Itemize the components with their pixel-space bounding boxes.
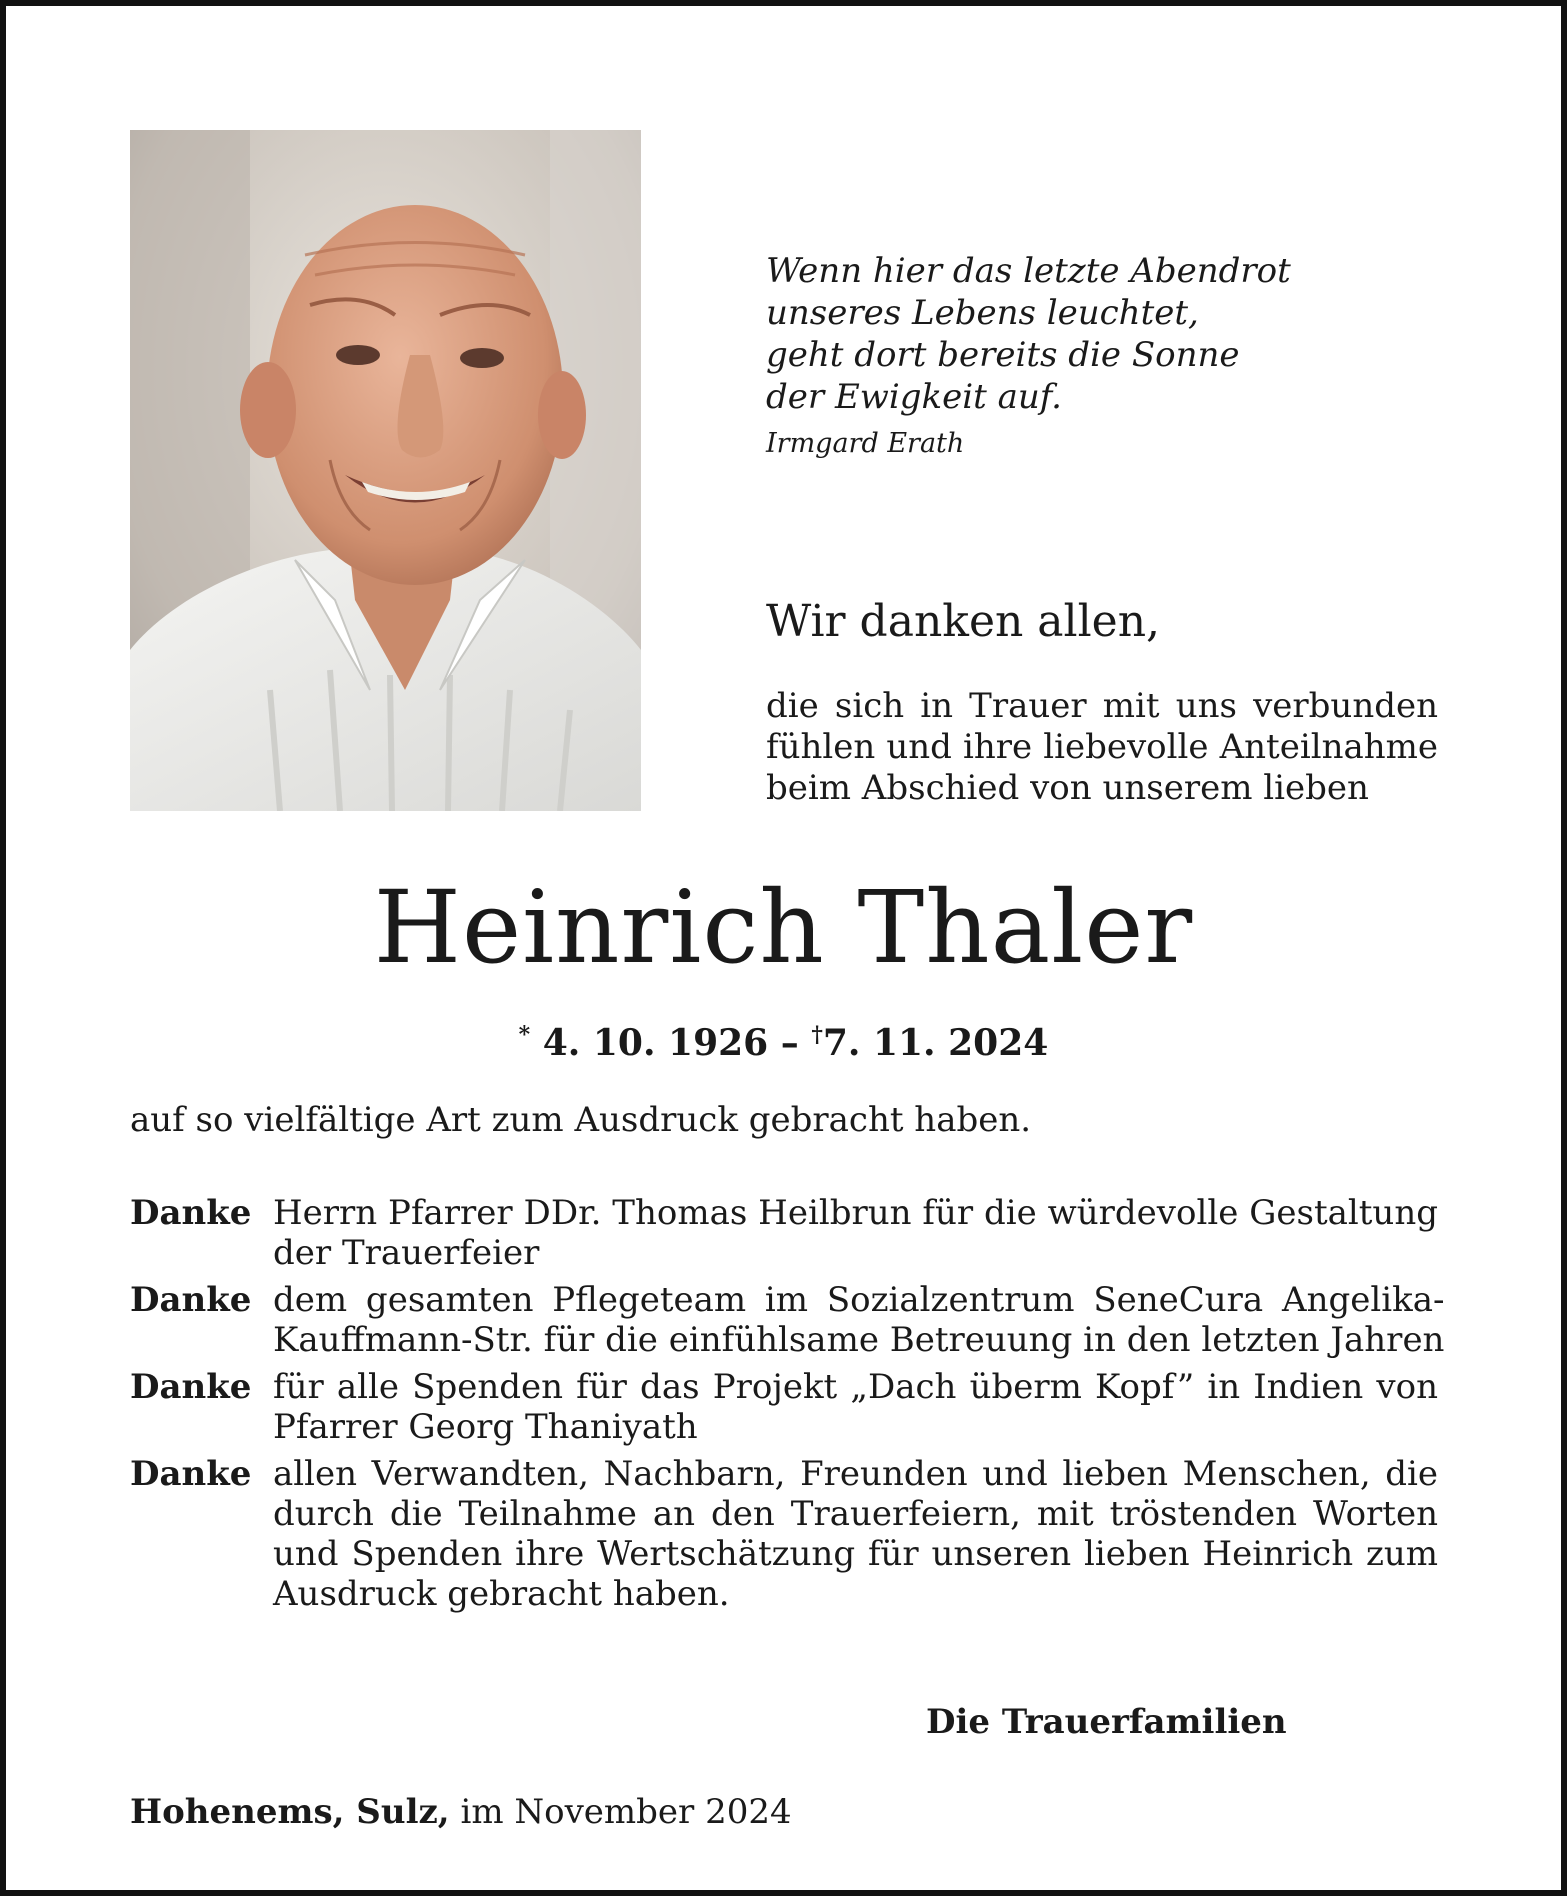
place-date (130, 1790, 792, 1834)
thanks-list (130, 1193, 1445, 1621)
death-date: 7. 11. 2024 (822, 1022, 1049, 1064)
thanks-text (273, 1280, 1444, 1360)
thanks-word: Danke (130, 1454, 252, 1494)
thanks-word: Danke (130, 1193, 252, 1233)
thanks-line: und Spenden ihre Wertschätzung für unseren lieben Heinrich zum (273, 1534, 1438, 1574)
life-dates (0, 1012, 1567, 1066)
death-symbol: † (811, 1022, 823, 1048)
thanks-text (273, 1454, 1438, 1614)
portrait-photo (130, 130, 641, 811)
thanks-item (130, 1454, 1438, 1614)
thanks-item (130, 1367, 1438, 1447)
thanks-text (273, 1367, 1438, 1447)
birth-symbol: * (518, 1022, 531, 1048)
thanks-line: Ausdruck gebracht haben. (273, 1574, 730, 1614)
memorial-quote (766, 250, 1406, 418)
date-separator: – (780, 1022, 799, 1064)
continuation-text: auf so vielfältige Art zum Ausdruck gebracht haben. (130, 1100, 1032, 1140)
date-text: im November 2024 (460, 1792, 792, 1832)
signature: Die Trauerfamilien (926, 1702, 1287, 1742)
thanks-line: Herrn Pfarrer DDr. Thomas Heilbrun für die würdevolle Gestaltung (273, 1193, 1438, 1233)
intro-line: beim Abschied von unserem lieben (766, 768, 1369, 808)
thanks-line: allen Verwandten, Nachbarn, Freunden und lieben Menschen, die (273, 1454, 1438, 1494)
quote-line: geht dort bereits die Sonne (766, 335, 1240, 375)
quote-line: unseres Lebens leuchtet, (766, 293, 1199, 333)
thanks-line: durch die Teilnahme an den Trauerfeiern, mit tröstenden Worten (273, 1494, 1438, 1534)
intro-paragraph (766, 686, 1438, 809)
thanks-word: Danke (130, 1367, 252, 1407)
thanks-line: der Trauerfeier (273, 1233, 540, 1273)
thanks-item (130, 1280, 1445, 1360)
thanks-line: Pfarrer Georg Thaniyath (273, 1407, 698, 1447)
thanks-text (273, 1193, 1438, 1273)
intro-line: fühlen und ihre liebevolle Anteilnahme (766, 727, 1438, 767)
intro-line: die sich in Trauer mit uns verbunden (766, 686, 1438, 726)
thanks-item (130, 1193, 1438, 1273)
thanks-word: Danke (130, 1280, 252, 1320)
thanks-line: Kauffmann-Str. für die einfühlsame Betreuung in den letzten Jahren (273, 1320, 1445, 1360)
birth-date: 4. 10. 1926 (542, 1022, 769, 1064)
quote-line: Wenn hier das letzte Abendrot (766, 251, 1291, 291)
thanks-line: für alle Spenden für das Projekt „Dach überm Kopf” in Indien von (273, 1367, 1438, 1407)
quote-line: der Ewigkeit auf. (766, 377, 1062, 417)
thanks-line: dem gesamten Pflegeteam im Sozialzentrum SeneCura Angelika- (273, 1280, 1445, 1320)
deceased-name: Heinrich Thaler (373, 869, 1194, 986)
thanks-heading: Wir danken allen, (766, 596, 1161, 647)
quote-author: Irmgard Erath (766, 428, 965, 459)
place: Hohenems, Sulz, (130, 1792, 450, 1832)
